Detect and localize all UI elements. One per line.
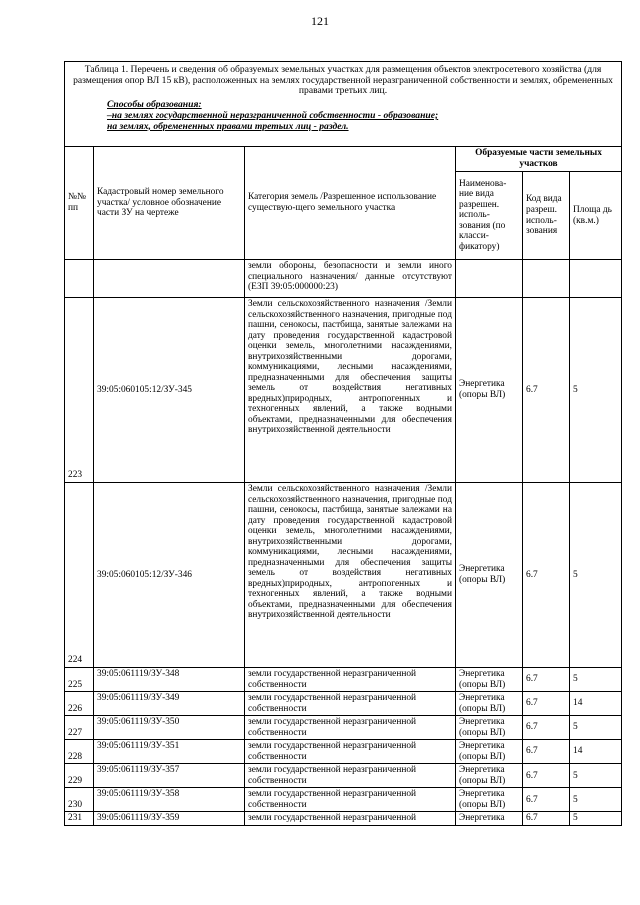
cell-category: земли государственной неразграниченной собственности bbox=[245, 788, 456, 812]
cell-use: Энергетика (опоры ВЛ) bbox=[456, 692, 523, 716]
header-category: Категория земель /Разрешенное использование существую-щего земельного участка bbox=[245, 147, 456, 260]
table-row bbox=[65, 298, 622, 483]
cell-code: 6.7 bbox=[523, 812, 570, 826]
cell-use: Энергетика (опоры ВЛ) bbox=[456, 788, 523, 812]
cell-category: земли государственной неразграниченной собственности bbox=[245, 764, 456, 788]
cell-code: 6.7 bbox=[523, 298, 570, 483]
cell-use: Энергетика (опоры ВЛ) bbox=[456, 298, 523, 483]
cell-area: 5 bbox=[570, 716, 622, 740]
cell-cadastral: 39:05:061119/ЗУ-357 bbox=[94, 764, 245, 788]
cell-area: 5 bbox=[570, 483, 622, 668]
header-group: Образуемые части земельных участков bbox=[456, 147, 622, 172]
cell-cadastral: 39:05:061119/ЗУ-358 bbox=[94, 788, 245, 812]
cell-category: Земли сельскохозяйственного назначения /Земли сельскохозяйственного назначения, пригодные под пашни, сенокосы, пастбища, занятые залежами на дату проведения государственной кадастровой оценки земель, многолетними насаждениями, внутрихозяйственными дорогами, коммуникациями, лесными насаждениями, предназначенными для обеспечения защиты земель от воздействия негативных вредных)природных, антропогенных и техногенных явлений, а также водными объектами, предназначенными для обеспечения внутрихозяйственной деятельности bbox=[245, 298, 456, 483]
header-num: №№ пп bbox=[65, 147, 94, 260]
cell-category: земли государственной неразграниченной собственности bbox=[245, 692, 456, 716]
cell-cadastral: 39:05:060105:12/ЗУ-345 bbox=[94, 298, 245, 483]
cell-code: 6.7 bbox=[523, 692, 570, 716]
cell-num: 224 bbox=[65, 483, 94, 668]
formation-methods bbox=[107, 100, 615, 132]
cell-area: 5 bbox=[570, 668, 622, 692]
cell-num: 225 bbox=[65, 668, 94, 692]
cell-category: земли государственной неразграниченной собственности bbox=[245, 716, 456, 740]
table-row bbox=[65, 692, 622, 716]
cell-area: 5 bbox=[570, 298, 622, 483]
cell-cadastral: 39:05:061119/ЗУ-349 bbox=[94, 692, 245, 716]
cell-code: 6.7 bbox=[523, 668, 570, 692]
cell-area: 14 bbox=[570, 740, 622, 764]
table-row bbox=[65, 812, 622, 826]
cell-num: 229 bbox=[65, 764, 94, 788]
cell-category: земли государственной неразграниченной bbox=[245, 812, 456, 826]
cell-use: Энергетика (опоры ВЛ) bbox=[456, 764, 523, 788]
method-1: –на землях государственной неразграниченной собственности - образование; bbox=[107, 109, 439, 121]
cell-use: Энергетика (опоры ВЛ) bbox=[456, 716, 523, 740]
cell-num: 231 bbox=[65, 812, 94, 826]
table-row bbox=[65, 788, 622, 812]
table-row bbox=[65, 716, 622, 740]
cell-code: 6.7 bbox=[523, 740, 570, 764]
cell-code: 6.7 bbox=[523, 483, 570, 668]
cell-cadastral: 39:05:060105:12/ЗУ-346 bbox=[94, 483, 245, 668]
page-number: 121 bbox=[311, 14, 329, 28]
table-row bbox=[65, 483, 622, 668]
land-plots-table bbox=[64, 61, 622, 826]
table-row bbox=[65, 260, 622, 298]
cell-category: земли обороны, безопасности и земли иного специального назначения/ данные отсутствуют (ЕЗП 39:05:000000:23) bbox=[245, 260, 456, 298]
cell-code: 6.7 bbox=[523, 764, 570, 788]
cell-num: 230 bbox=[65, 788, 94, 812]
cell-category: земли государственной неразграниченной собственности bbox=[245, 668, 456, 692]
cell-code: 6.7 bbox=[523, 788, 570, 812]
cell-use: Энергетика (опоры ВЛ) bbox=[456, 483, 523, 668]
header-cadastral: Кадастровый номер земельного участка/ условное обозначение части ЗУ на чертеже bbox=[94, 147, 245, 260]
cell-category: земли государственной неразграниченной собственности bbox=[245, 740, 456, 764]
cell-use: Энергетика bbox=[456, 812, 523, 826]
cell-use: Энергетика (опоры ВЛ) bbox=[456, 740, 523, 764]
cell-num: 223 bbox=[65, 298, 94, 483]
header-area: Площа дь (кв.м.) bbox=[570, 172, 622, 260]
caption-title: Таблица 1. Перечень и сведения об образуемых земельных участках для размещения объектов электросетевого хозяйства (для размещения опор ВЛ 15 кВ), расположенных на землях государственной неразграниченной собственности и землях, обремененных правами третьих лиц. bbox=[73, 64, 613, 97]
method-2: на землях, обремененных правами третьих лиц - раздел. bbox=[107, 120, 349, 132]
cell-code: 6.7 bbox=[523, 716, 570, 740]
table-row bbox=[65, 764, 622, 788]
methods-label: Способы образования: bbox=[107, 99, 202, 111]
cell-area: 5 bbox=[570, 812, 622, 826]
cell-num: 226 bbox=[65, 692, 94, 716]
cell-use: Энергетика (опоры ВЛ) bbox=[456, 668, 523, 692]
cell-num: 227 bbox=[65, 716, 94, 740]
cell-cadastral: 39:05:061119/ЗУ-348 bbox=[94, 668, 245, 692]
cell-area: 5 bbox=[570, 788, 622, 812]
cell-area: 14 bbox=[570, 692, 622, 716]
cell-cadastral: 39:05:061119/ЗУ-350 bbox=[94, 716, 245, 740]
header-use-name: Наименова-ние вида разрешен. исполь-зования (по класси-фикатору) bbox=[456, 172, 523, 260]
table-caption bbox=[65, 62, 622, 147]
cell-category: Земли сельскохозяйственного назначения /Земли сельскохозяйственного назначения, пригодные под пашни, сенокосы, пастбища, занятые залежами на дату проведения государственной кадастровой оценки земель, многолетними насаждениями, внутрихозяйственными дорогами, коммуникациями, лесными насаждениями, предназначенными для обеспечения защиты земель от воздействия негативных вредных)природных, антропогенных и техногенных явлений, а также водными объектами, предназначенными для обеспечения внутрихозяйственной деятельности bbox=[245, 483, 456, 668]
table-row bbox=[65, 668, 622, 692]
header-use-code: Код вида разреш. исполь-зования bbox=[523, 172, 570, 260]
cell-cadastral: 39:05:061119/ЗУ-359 bbox=[94, 812, 245, 826]
cell-num: 228 bbox=[65, 740, 94, 764]
cell-cadastral: 39:05:061119/ЗУ-351 bbox=[94, 740, 245, 764]
cell-area: 5 bbox=[570, 764, 622, 788]
table-row bbox=[65, 740, 622, 764]
